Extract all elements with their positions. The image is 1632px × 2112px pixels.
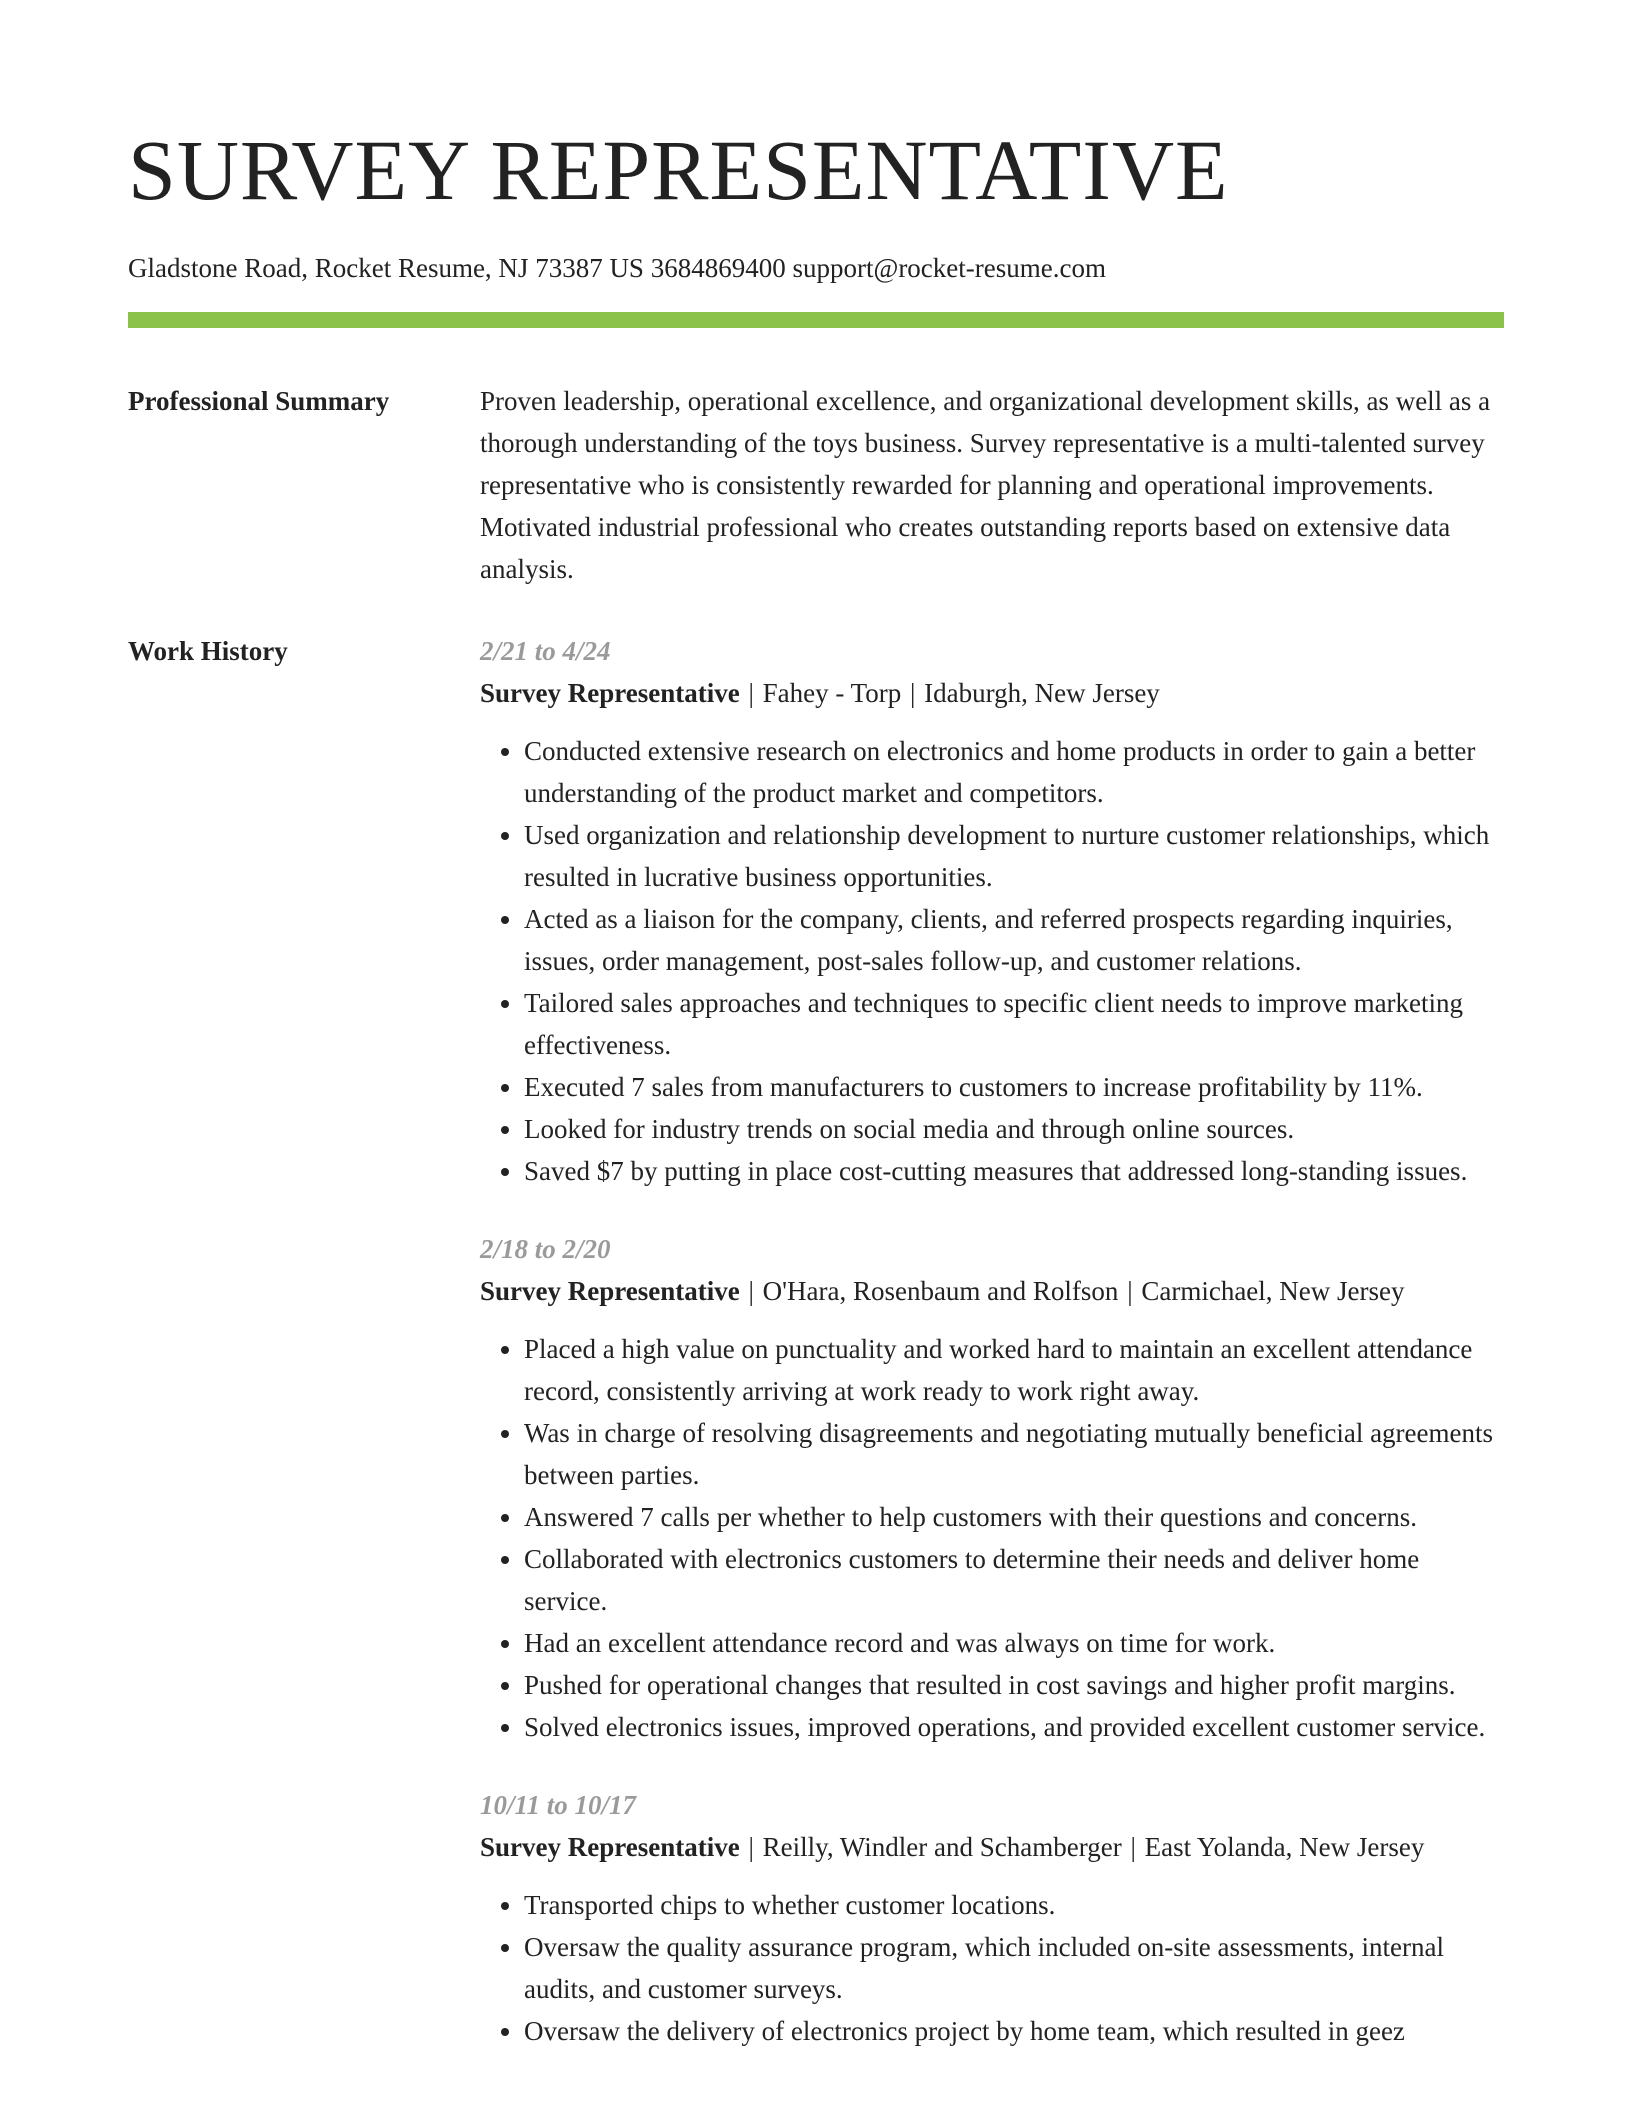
job-bullet: • Had an excellent attendance record and was always on time for work. — [524, 1622, 1504, 1664]
job-title: Survey Representative — [480, 678, 740, 708]
work-history-label: Work History — [128, 636, 288, 666]
job-bullet: • Solved electronics issues, improved operations, and provided excellent customer service. — [524, 1706, 1504, 1748]
header-divider — [128, 312, 1504, 328]
job-bullet: • Used organization and relationship development to nurture customer relationships, which resulted in lucrative business opportunities. — [524, 814, 1504, 898]
job-title: Survey Representative — [480, 1276, 740, 1306]
job-bullet: • Placed a high value on punctuality and worked hard to maintain an excellent attendance record, consistently arriving at work ready to work right away. — [524, 1328, 1504, 1412]
job-dates: 2/18 to 2/20 — [480, 1234, 611, 1264]
summary-label: Professional Summary — [128, 386, 390, 416]
job-bullet: • Collaborated with electronics customers to determine their needs and deliver home service. — [524, 1538, 1504, 1622]
separator: | — [1130, 1832, 1136, 1862]
job-bullet: • Oversaw the delivery of electronics project by home team, which resulted in geez — [524, 2010, 1504, 2052]
job-bullets — [480, 1884, 1504, 2052]
job-location: East Yolanda, New Jersey — [1144, 1832, 1425, 1862]
job-bullet: • Oversaw the quality assurance program, which included on-site assessments, internal audits, and customer surveys. — [524, 1926, 1504, 2010]
job-bullet: • Transported chips to whether customer locations. — [524, 1884, 1504, 1926]
job-bullet: • Pushed for operational changes that resulted in cost savings and higher profit margins. — [524, 1664, 1504, 1706]
job-bullets — [480, 1328, 1504, 1748]
job-bullet: • Was in charge of resolving disagreements and negotiating mutually beneficial agreements between parties. — [524, 1412, 1504, 1496]
job-heading — [480, 1270, 1504, 1312]
separator: | — [748, 1832, 754, 1862]
job-bullet: • Looked for industry trends on social media and through online sources. — [524, 1108, 1504, 1150]
job-bullet: • Answered 7 calls per whether to help customers with their questions and concerns. — [524, 1496, 1504, 1538]
resume-name: SURVEY REPRESENTATIVE — [128, 122, 1229, 218]
job-heading — [480, 1826, 1504, 1868]
job-bullet: • Executed 7 sales from manufacturers to customers to increase profitability by 11%. — [524, 1066, 1504, 1108]
resume-page — [128, 0, 1504, 2088]
separator: | — [909, 678, 916, 708]
job-title: Survey Representative — [480, 1832, 740, 1862]
summary-section — [128, 380, 1504, 590]
job-bullets — [480, 730, 1504, 1192]
work-history-section — [128, 630, 1504, 2088]
job-entry — [480, 1228, 1504, 1748]
job-bullet: • Conducted extensive research on electronics and home products in order to gain a better understanding of the product market and competitors. — [524, 730, 1504, 814]
job-dates: 10/11 to 10/17 — [480, 1790, 637, 1820]
job-location: Carmichael, New Jersey — [1141, 1276, 1405, 1306]
job-bullet: • Saved $7 by putting in place cost-cutting measures that addressed long-standing issues. — [524, 1150, 1504, 1192]
job-location: Idaburgh, New Jersey — [924, 678, 1160, 708]
job-heading — [480, 672, 1504, 714]
contact-info: Gladstone Road, Rocket Resume, NJ 73387 US 3684869400 support@rocket-resume.com — [128, 253, 1106, 283]
separator: | — [1127, 1276, 1133, 1306]
summary-text: Proven leadership, operational excellence, and organizational development skills, as well as a thorough understanding of the toys business. Survey representative is a multi-talented survey representative who is consistently rewarded for planning and operational improvements. Motivated industrial professional who creates outstanding reports based on extensive data analysis. — [480, 386, 1491, 584]
job-dates: 2/21 to 4/24 — [480, 636, 611, 666]
job-entry — [480, 630, 1504, 1192]
separator: | — [748, 1276, 754, 1306]
job-bullet: • Tailored sales approaches and techniques to specific client needs to improve marketing effectiveness. — [524, 982, 1504, 1066]
job-company: Reilly, Windler and Schamberger — [762, 1832, 1122, 1862]
job-entry — [480, 1784, 1504, 2052]
work-history-list — [480, 630, 1504, 2088]
job-company: O'Hara, Rosenbaum and Rolfson — [762, 1276, 1119, 1306]
job-bullet: • Acted as a liaison for the company, clients, and referred prospects regarding inquiries, issues, order management, post-sales follow-up, and customer relations. — [524, 898, 1504, 982]
separator: | — [748, 678, 754, 708]
job-company: Fahey - Torp — [762, 678, 902, 708]
